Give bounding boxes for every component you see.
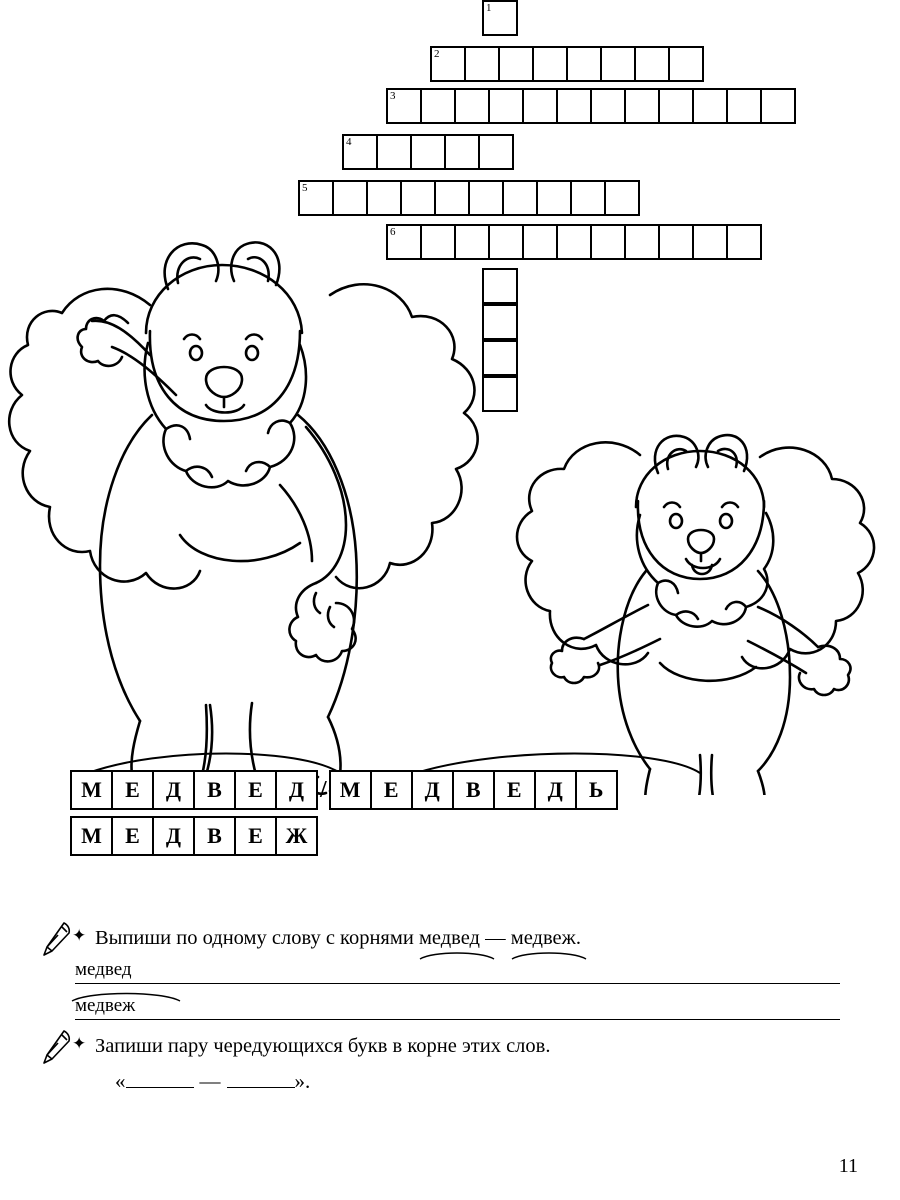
crossword-cell[interactable] [332,180,368,216]
page-number: 11 [838,1155,858,1177]
answer-blank-2[interactable] [227,1070,295,1088]
task-text-after: . [575,927,581,949]
bears-illustration [0,235,900,795]
crossword-cell[interactable] [468,180,504,216]
word-boxes [70,770,830,862]
crossword-cell[interactable] [760,88,796,124]
root-word-2-label: медвеж [510,927,576,949]
word-row-1 [70,770,830,810]
crossword-cell[interactable] [726,88,762,124]
crossword-cell[interactable] [604,180,640,216]
crossword-cell[interactable] [556,88,592,124]
crossword-cell[interactable] [454,88,490,124]
pen-icon [40,1029,74,1065]
letter-cell: Ь [575,770,618,810]
crossword-cell[interactable] [692,88,728,124]
letter-cell: В [452,770,495,810]
letter-cell: Е [370,770,413,810]
crossword-cell[interactable] [566,46,602,82]
task-1 [0,925,900,951]
letter-cell: Д [152,770,195,810]
letter-cell: Е [234,816,277,856]
task-text: Запиши пару чередующихся букв в корне этих слов. [95,1035,551,1057]
answer-line-medvezh[interactable] [0,991,900,1025]
crossword-row [386,88,794,124]
crossword-cell[interactable] [444,134,480,170]
crossword-cell[interactable] [366,180,402,216]
crossword-cell[interactable] [464,46,500,82]
answer-line-label: медвеж [75,995,136,1016]
answer-line-medved[interactable] [0,955,900,989]
crossword-cell[interactable] [536,180,572,216]
letter-cell: М [70,770,113,810]
close-quote: ». [294,1069,311,1093]
crossword-clue-number: 2 [434,48,440,60]
big-bear [9,242,477,795]
crossword-cell[interactable] [478,134,514,170]
crossword-clue-number: 3 [390,90,396,102]
crossword-cell[interactable] [668,46,704,82]
task-text-before: Выпиши по одному слову с корнями [95,927,419,949]
tasks-section [0,925,900,1094]
letter-cell: В [193,816,236,856]
crossword-cell[interactable] [298,180,334,216]
crossword-row [342,134,512,170]
root-word-2 [511,925,576,951]
crossword-cell[interactable] [658,88,694,124]
letter-cell: Д [152,816,195,856]
task-bullet: ✦ [72,1034,87,1053]
letter-cell: Е [493,770,536,810]
word-separator: / [320,776,327,803]
letter-cell: Е [111,770,154,810]
pen-icon [40,921,74,957]
crossword-row [482,0,516,36]
letter-cell: М [329,770,372,810]
crossword-cell[interactable] [420,88,456,124]
crossword-clue-number: 6 [390,226,396,238]
root-word-1-label: медвед [418,927,480,949]
letter-cell: Е [111,816,154,856]
crossword-row [298,180,638,216]
crossword-row [430,46,702,82]
answer-line-label: медвед [75,959,132,980]
crossword-cell[interactable] [376,134,412,170]
open-quote: « [115,1069,126,1093]
answer-pair-line[interactable] [0,1069,900,1094]
crossword-cell[interactable] [434,180,470,216]
crossword-cell[interactable] [498,46,534,82]
crossword-cell[interactable] [410,134,446,170]
crossword-cell[interactable] [570,180,606,216]
crossword-cell[interactable] [430,46,466,82]
crossword-cell[interactable] [502,180,538,216]
answer-rule[interactable] [75,1019,840,1020]
letter-cell: Д [411,770,454,810]
answer-rule[interactable] [75,983,840,984]
crossword-clue-number: 4 [346,136,352,148]
crossword-cell[interactable] [590,88,626,124]
crossword-cell[interactable] [386,88,422,124]
answer-blank-1[interactable] [126,1070,194,1088]
crossword-cell[interactable] [342,134,378,170]
crossword-cell[interactable] [522,88,558,124]
task-dash: — [480,927,511,949]
letter-cell: Е [234,770,277,810]
task-bullet: ✦ [72,926,87,945]
crossword-cell[interactable] [600,46,636,82]
task-text [95,925,900,951]
small-bear [517,435,874,795]
crossword-cell[interactable] [488,88,524,124]
letter-cell: Д [275,770,318,810]
crossword-clue-number: 1 [486,2,492,14]
letter-cell: В [193,770,236,810]
crossword-clue-number: 5 [302,182,308,194]
crossword-cell[interactable] [624,88,660,124]
answer-dash: — [199,1069,221,1093]
crossword-cell[interactable] [532,46,568,82]
letter-cell: М [70,816,113,856]
word-row-2 [70,816,830,856]
letter-cell: Ж [275,816,318,856]
crossword-cell[interactable] [482,0,518,36]
letter-cell: Д [534,770,577,810]
crossword-cell[interactable] [400,180,436,216]
task-2 [0,1033,900,1059]
root-word-1 [419,925,480,951]
crossword-cell[interactable] [634,46,670,82]
